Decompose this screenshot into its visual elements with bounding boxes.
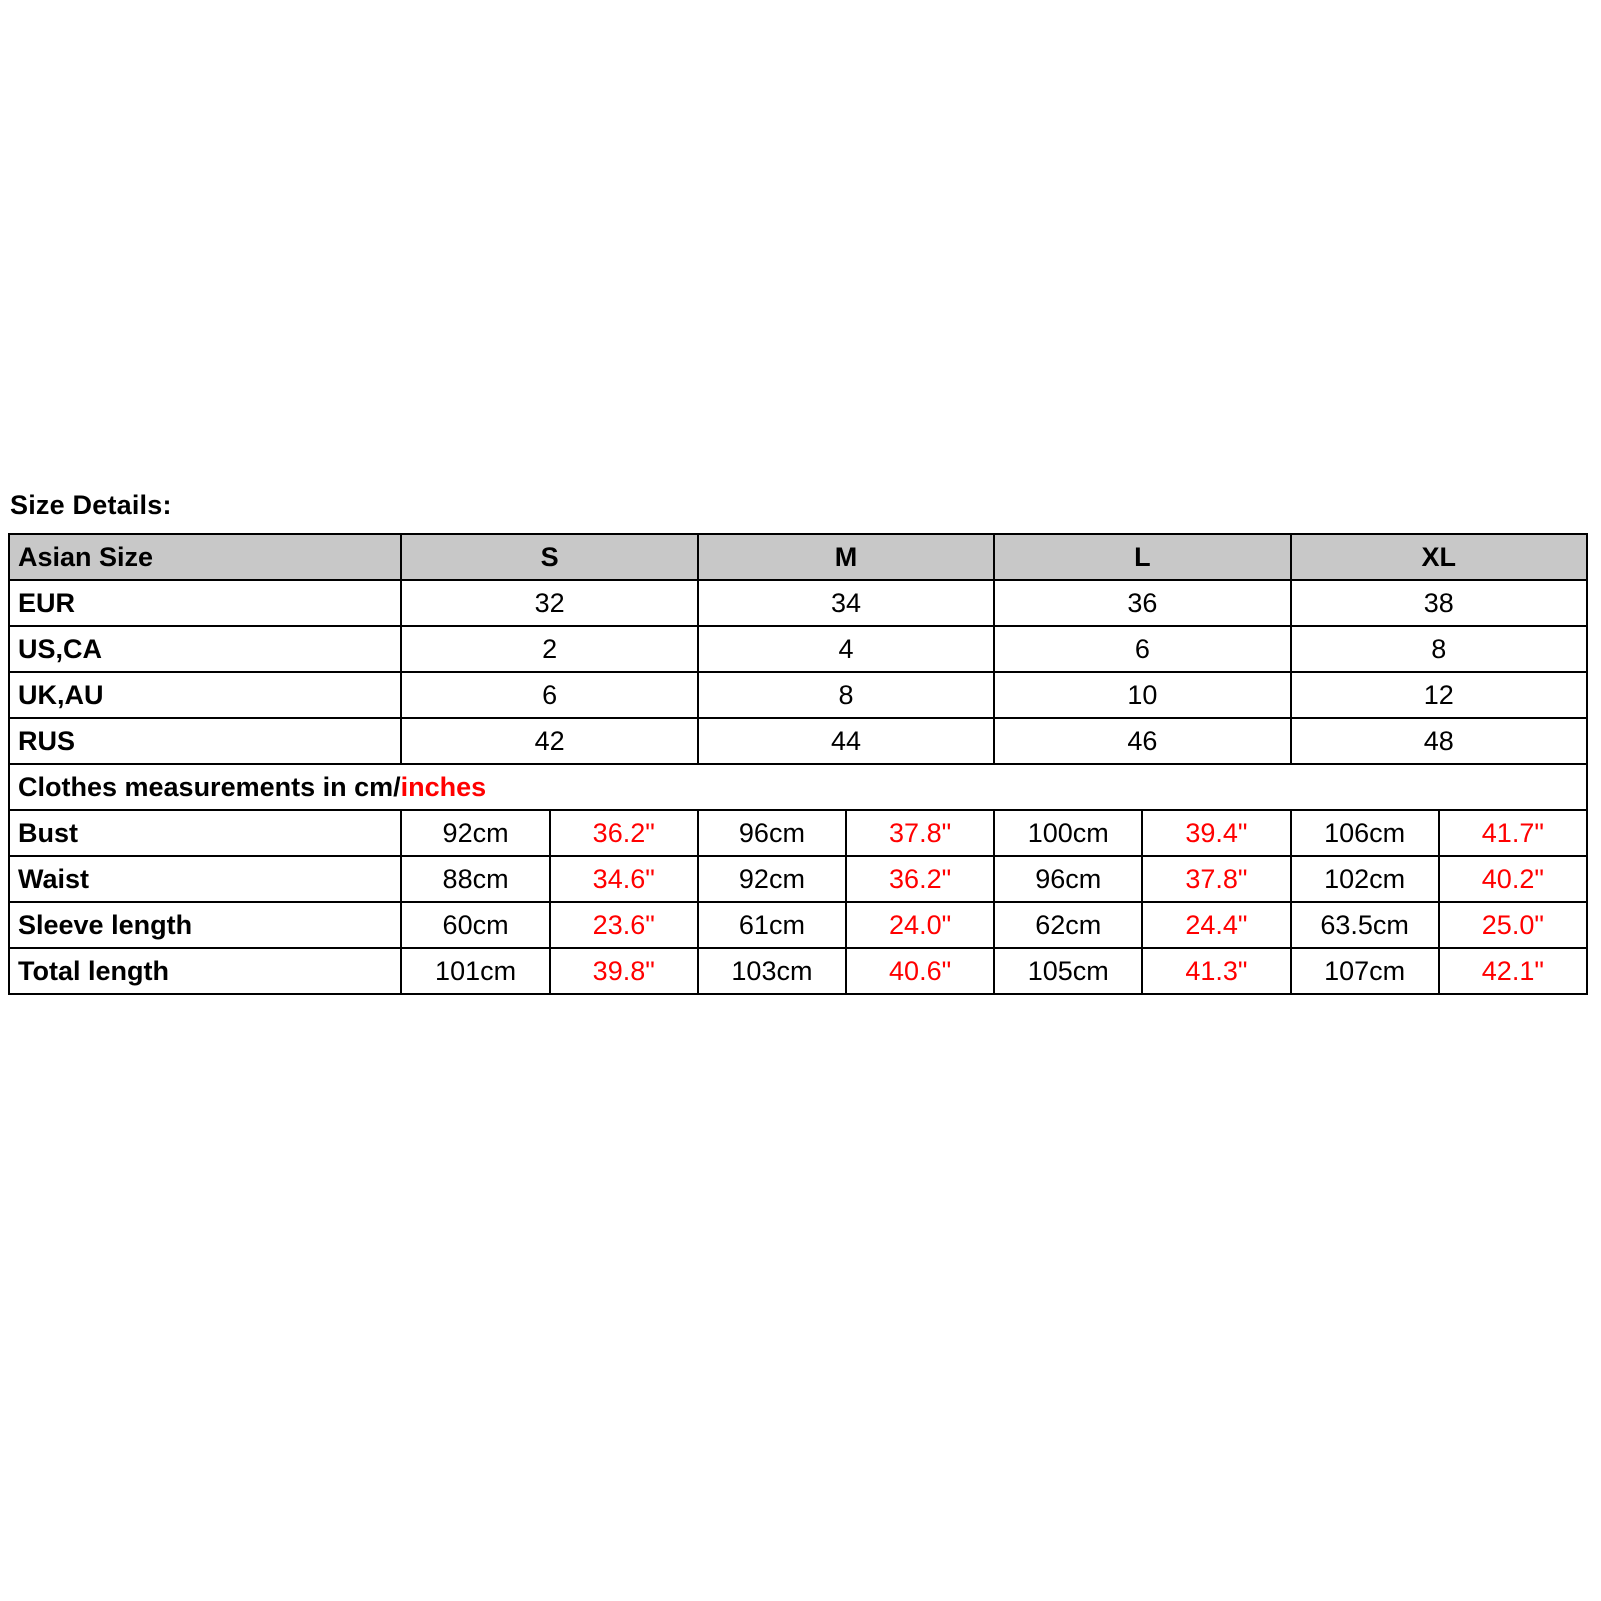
sleeve-m-in: 24.0" <box>846 902 994 948</box>
us-ca-l: 6 <box>994 626 1290 672</box>
bust-xl-cm: 106cm <box>1291 810 1439 856</box>
bust-l-cm: 100cm <box>994 810 1142 856</box>
header-size-m: M <box>698 534 994 580</box>
sleeve-s-in: 23.6" <box>550 902 698 948</box>
waist-s-in: 34.6" <box>550 856 698 902</box>
total-xl-in: 42.1" <box>1439 948 1587 994</box>
us-ca-s: 2 <box>401 626 697 672</box>
eur-l: 36 <box>994 580 1290 626</box>
section-heading-black: Clothes measurements in cm/ <box>18 771 401 802</box>
sleeve-l-cm: 62cm <box>994 902 1142 948</box>
rus-l: 46 <box>994 718 1290 764</box>
sleeve-xl-cm: 63.5cm <box>1291 902 1439 948</box>
uk-au-l: 10 <box>994 672 1290 718</box>
us-ca-xl: 8 <box>1291 626 1587 672</box>
header-label-asian-size: Asian Size <box>9 534 401 580</box>
uk-au-m: 8 <box>698 672 994 718</box>
rus-s: 42 <box>401 718 697 764</box>
row-label-rus: RUS <box>9 718 401 764</box>
waist-l-in: 37.8" <box>1142 856 1290 902</box>
table-row-total-length <box>9 948 1587 994</box>
row-label-uk-au: UK,AU <box>9 672 401 718</box>
table-row-eur <box>9 580 1587 626</box>
size-details-table <box>8 533 1588 995</box>
measurements-section-heading <box>9 764 1587 810</box>
waist-l-cm: 96cm <box>994 856 1142 902</box>
table-row-sleeve-length <box>9 902 1587 948</box>
sleeve-xl-in: 25.0" <box>1439 902 1587 948</box>
eur-xl: 38 <box>1291 580 1587 626</box>
header-size-l: L <box>994 534 1290 580</box>
table-row-us-ca <box>9 626 1587 672</box>
row-label-total-length: Total length <box>9 948 401 994</box>
sleeve-m-cm: 61cm <box>698 902 846 948</box>
total-s-in: 39.8" <box>550 948 698 994</box>
bust-s-cm: 92cm <box>401 810 549 856</box>
row-label-us-ca: US,CA <box>9 626 401 672</box>
row-label-eur: EUR <box>9 580 401 626</box>
waist-xl-in: 40.2" <box>1439 856 1587 902</box>
table-header-row <box>9 534 1587 580</box>
total-xl-cm: 107cm <box>1291 948 1439 994</box>
section-heading-red: inches <box>400 771 487 802</box>
table-row-waist <box>9 856 1587 902</box>
row-label-waist: Waist <box>9 856 401 902</box>
table-row-rus <box>9 718 1587 764</box>
waist-m-cm: 92cm <box>698 856 846 902</box>
measurements-section-heading-row <box>9 764 1587 810</box>
bust-m-cm: 96cm <box>698 810 846 856</box>
total-m-cm: 103cm <box>698 948 846 994</box>
waist-m-in: 36.2" <box>846 856 994 902</box>
uk-au-s: 6 <box>401 672 697 718</box>
eur-s: 32 <box>401 580 697 626</box>
page-title: Size Details: <box>10 490 172 520</box>
bust-m-in: 37.8" <box>846 810 994 856</box>
total-l-cm: 105cm <box>994 948 1142 994</box>
sleeve-s-cm: 60cm <box>401 902 549 948</box>
row-label-bust: Bust <box>9 810 401 856</box>
table-row-bust <box>9 810 1587 856</box>
header-size-xl: XL <box>1291 534 1587 580</box>
total-s-cm: 101cm <box>401 948 549 994</box>
row-label-sleeve-length: Sleeve length <box>9 902 401 948</box>
waist-xl-cm: 102cm <box>1291 856 1439 902</box>
rus-xl: 48 <box>1291 718 1587 764</box>
waist-s-cm: 88cm <box>401 856 549 902</box>
bust-s-in: 36.2" <box>550 810 698 856</box>
table-row-uk-au <box>9 672 1587 718</box>
uk-au-xl: 12 <box>1291 672 1587 718</box>
sleeve-l-in: 24.4" <box>1142 902 1290 948</box>
total-m-in: 40.6" <box>846 948 994 994</box>
size-chart-container <box>8 490 1593 995</box>
us-ca-m: 4 <box>698 626 994 672</box>
eur-m: 34 <box>698 580 994 626</box>
rus-m: 44 <box>698 718 994 764</box>
bust-l-in: 39.4" <box>1142 810 1290 856</box>
total-l-in: 41.3" <box>1142 948 1290 994</box>
header-size-s: S <box>401 534 697 580</box>
bust-xl-in: 41.7" <box>1439 810 1587 856</box>
